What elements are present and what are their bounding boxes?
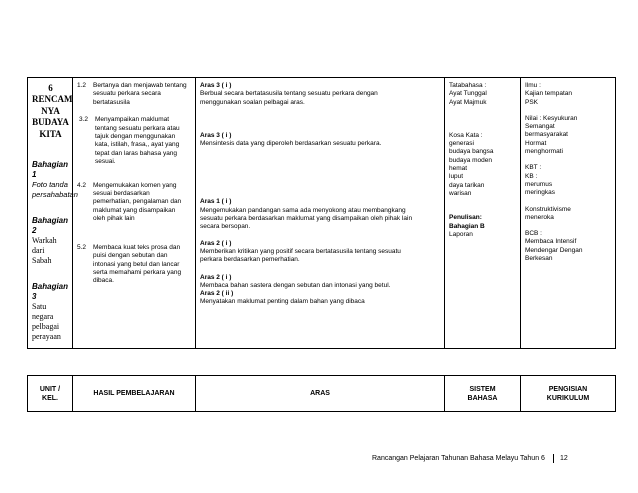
bahagian-label: Bahagian 2: [32, 216, 69, 235]
aras-block-4: Aras 2 ( i ) Memberikan kritikan yang positif secara bertatasusila tentang sesuatu perkara berdasarkan pemerhatian.: [200, 239, 401, 264]
aras-block-1: Aras 3 ( i ) Berbual secara bertatasusila tentang sesuatu perkara dengan menggunakan soalan pelbagai aras.: [200, 82, 378, 106]
bahagian-2: Bahagian 2 Warkah dari Sabah: [32, 216, 69, 265]
header-aras: ARAS: [196, 376, 445, 412]
hasil-item-3-2: 3.2 Menyampaikan maklumat tentang sesuatu perkara atau tajuk dengan menggunakan kata, istilah, frasa,, ayat yang tepat dan laras bahasa yang sesuai.: [79, 116, 180, 166]
unit-cell: [28, 78, 78, 349]
aras-cell: [196, 78, 445, 349]
hasil-item-4-2: 4.2 Mengemukakan komen yang sesuai berdasarkan pemerhatian, pengalaman dan maklumat yang disampaikan oleh pihak lain: [77, 181, 182, 223]
page-footer: [372, 454, 568, 463]
bahagian-label: Bahagian 3: [32, 282, 69, 301]
bahagian-3: Bahagian 3 Satu negara pelbagai perayaan: [32, 282, 69, 341]
bahagian-label: Bahagian 1: [32, 160, 69, 179]
aras-block-2: Aras 3 ( i ) Mensintesis data yang diperoleh berdasarkan sesuatu perkara.: [200, 131, 382, 148]
aras-block-6: Aras 2 ( ii ) Menyatakan maklumat penting dalam bahan yang dibaca: [200, 290, 365, 306]
header-unit: UNIT / KEL.: [28, 376, 73, 412]
bahagian-1: Bahagian 1 Foto tanda persahabatan: [32, 160, 78, 199]
page-number: 12: [559, 455, 568, 462]
sistem-bahasa-cell: Tatabahasa : Ayat Tunggal Ayat Majmuk Kosa Kata : generasi budaya bangsa budaya moden hemat luput daya tarikan warisan Penulisan: Bahagian B Laporan: [445, 78, 521, 349]
header-hasil: HASIL PEMBELAJARAN: [73, 376, 196, 412]
aras-block-5: Aras 2 ( i ) Membaca bahan sastera dengan sebutan dan intonasi yang betul.: [200, 273, 391, 289]
lesson-plan-table: [27, 77, 616, 349]
footer-divider: [553, 454, 554, 463]
hasil-cell: [73, 78, 196, 349]
unit-number: 6: [48, 83, 53, 93]
footer-title: Rancangan Pelajaran Tahunan Bahasa Melayu Tahun 6: [372, 455, 545, 462]
pengisian-kurikulum-cell: Ilmu : Kajian tempatan PSK Nilai : Kesyukuran Semangat bermasyarakat Hormat menghormati KBT : KB : merumus meringkas Konstruktivisme menerokа BCB : Membaca Intensif Mendengar Dengan Berkesan: [521, 78, 616, 349]
header-pengisian: PENGISIAN KURIKULUM: [521, 376, 616, 412]
hasil-item-1-2: 1.2 Bertanya dan menjawab tentang sesuatu perkara secara bertatasusila: [77, 82, 187, 106]
header-sistem: SISTEM BAHASA: [445, 376, 521, 412]
column-header-table: [27, 375, 616, 412]
unit-title: RENCAM NYA BUDAYA KITA: [32, 94, 73, 139]
aras-block-3: Aras 1 ( i ) Mengemukakan pandangan sama ada menyokong atau membangkang sesuatu perkara berdasarkan maklumat yang disampaikan oleh pihak lain secara bersopan.: [200, 198, 413, 231]
hasil-item-5-2: 5.2 Membaca kuat teks prosa dan puisi dengan sebutan dan intonasi yang betul dan lancar serta memahami perkara yang dibaca.: [77, 243, 182, 285]
